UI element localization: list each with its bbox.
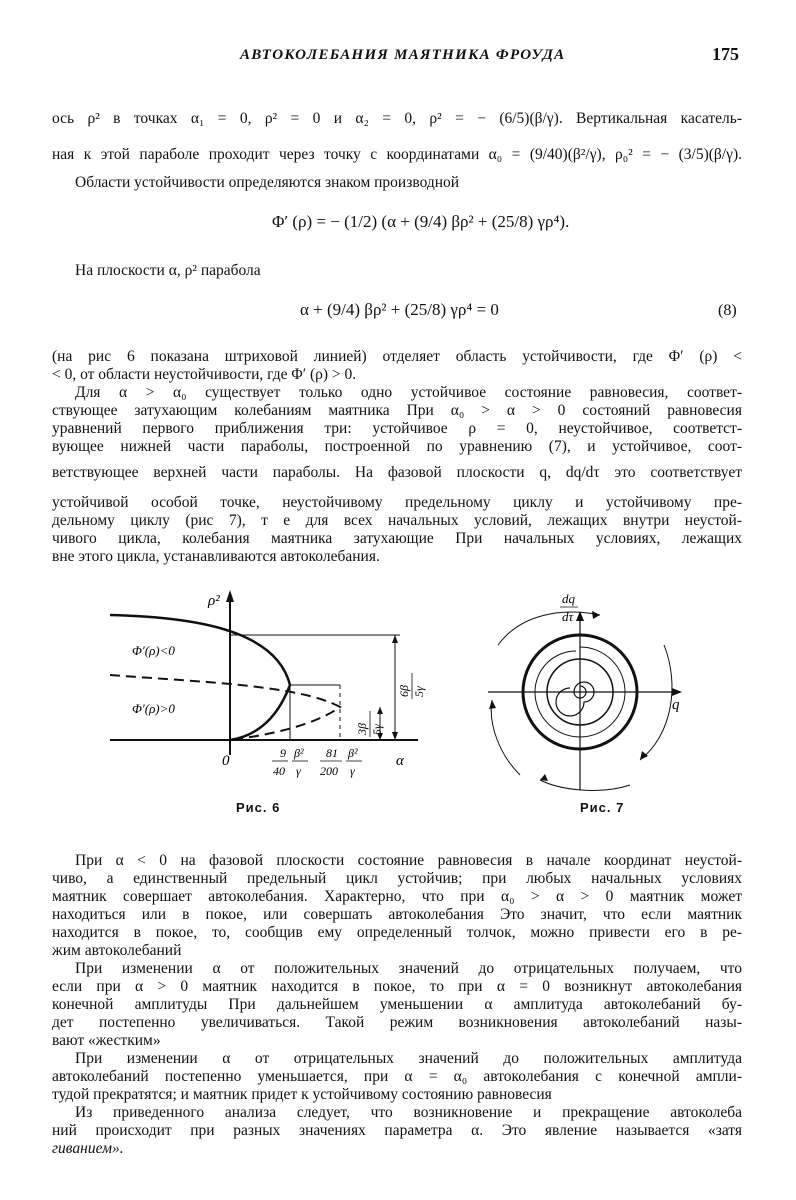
text-line: дельному циклу (рис 7), т е для всех начальных условий, лежащих внутри неустой- bbox=[52, 512, 742, 529]
text-line: если при α > 0 маятник находится в покое, то при α = 0 возникнут автоколебания bbox=[52, 978, 742, 995]
page-number: 175 bbox=[712, 44, 739, 64]
fig6-region-stable-label: Φ′(ρ)>0 bbox=[132, 701, 175, 716]
equation-number: (8) bbox=[718, 302, 737, 319]
text-line: вне этого цикла, устанавливаются автоколебания. bbox=[52, 548, 380, 565]
text-line: ветствующее верхней части параболы. На фазовой плоскости q, dq/dτ это соответствует bbox=[52, 464, 742, 481]
fig7-x-axis-label: q bbox=[672, 697, 680, 713]
text-line: (на рис 6 показана штриховой линией) отделяет область устойчивости, где Φ′ (ρ) < bbox=[52, 348, 742, 365]
figure-6 bbox=[100, 585, 430, 785]
text-line: устойчивой особой точке, неустойчивому предельному циклу и устойчивому пре- bbox=[52, 494, 742, 511]
fig6-y-axis-label: ρ² bbox=[208, 593, 220, 609]
fig7-inner-spiral bbox=[556, 682, 594, 716]
fig6-tick1-den: 40 bbox=[273, 764, 285, 778]
fig6-tick1-frac-den: γ bbox=[296, 764, 301, 778]
text-line: Из приведенного анализа следует, что возникновение и прекращение автоколеба bbox=[75, 1104, 742, 1121]
fig6-tick1-num: 9 bbox=[280, 746, 286, 760]
fig6-dim-upper-den: 5γ bbox=[412, 686, 426, 697]
figure-7 bbox=[480, 585, 690, 795]
fig6-tick1-frac-num: β² bbox=[294, 746, 304, 760]
text-line: тудой прекратятся; и маятник придет к устойчивому состоянию равновесия bbox=[52, 1086, 552, 1103]
fig7-y-axis-den: dτ bbox=[562, 609, 574, 624]
text-line: чиво, а единственный предельный цикл устойчив; при любых начальных условиях bbox=[52, 870, 742, 887]
text-line: На плоскости α, ρ² парабола bbox=[75, 262, 261, 279]
fig6-tick2-frac-den: γ bbox=[350, 764, 355, 778]
text-line: При изменении α от отрицательных значений до положительных амплитуда bbox=[75, 1050, 742, 1067]
text-line: чивого цикла, колебания маятника затухающие При начальных условиях, лежащих bbox=[52, 530, 742, 547]
text-line: Для α > α₀ существует только одно устойчивое состояние равновесия, соответ- bbox=[75, 384, 742, 401]
fig7-caption: Рис. 7 bbox=[580, 800, 625, 815]
fig6-caption: Рис. 6 bbox=[236, 800, 281, 815]
fig6-tick2-den: 200 bbox=[320, 764, 338, 778]
fig6-dim-lower-num: 3β bbox=[355, 723, 369, 735]
text-line: ная к этой параболе проходит через точку с координатами α₀ = (9/40)(β²/γ), ρ₀² = − (3/5)(β/γ). bbox=[52, 146, 742, 163]
text-line: маятник совершает автоколебания. Характерно, что при α₀ > α > 0 маятник может bbox=[52, 888, 742, 905]
equation-derivative: Φ′ (ρ) = − (1/2) (α + (9/4) βρ² + (25/8) γρ⁴). bbox=[272, 212, 570, 231]
equation-8: α + (9/4) βρ² + (25/8) γρ⁴ = 0 bbox=[300, 300, 499, 319]
text-line: конечной амплитуды При дальнейшем уменьшении α амплитуда автоколебаний бу- bbox=[52, 996, 742, 1013]
running-header-title: АВТОКОЛЕБАНИЯ МАЯТНИКА ФРОУДА bbox=[240, 47, 566, 63]
fig6-origin-label: 0 bbox=[222, 753, 230, 769]
fig7-y-axis-num: dq bbox=[562, 591, 575, 606]
fig6-solid-parabola bbox=[110, 615, 290, 740]
text-line: находиться или в покое, или совершать автоколебания Это значит, что если маятник bbox=[52, 906, 742, 923]
text-line: гиванием». bbox=[52, 1140, 124, 1157]
text-line: При изменении α от положительных значений до отрицательных получаем, что bbox=[75, 960, 742, 977]
fig6-x-axis-label: α bbox=[396, 753, 404, 769]
text-line: ось ρ² в точках α₁ = 0, ρ² = 0 и α₂ = 0, ρ² = − (6/5)(β/γ). Вертикальная касатель- bbox=[52, 110, 742, 127]
text-line: дет постепенно увеличиваться. Такой режим возникновения автоколебаний назы- bbox=[52, 1014, 742, 1031]
text-line: ствующее затухающим колебаниям маятника При α₀ > α > 0 состояний равновесия bbox=[52, 402, 742, 419]
text-line: вают «жестким» bbox=[52, 1032, 161, 1049]
fig6-dim-upper-num: 6β bbox=[397, 685, 411, 697]
text-line: уравнений первого приближения три: устойчивое ρ = 0, неустойчивое, соответст- bbox=[52, 420, 742, 437]
fig6-dim-lower-den: 5γ bbox=[370, 724, 384, 735]
fig6-region-unstable-label: Φ′(ρ)<0 bbox=[132, 643, 175, 658]
fig6-tick2-frac-num: β² bbox=[348, 746, 358, 760]
text-line: автоколебаний постепенно уменьшается, при α = α₀ автоколебания с конечной ампли- bbox=[52, 1068, 742, 1085]
fig6-tick2-num: 81 bbox=[326, 746, 338, 760]
text-line: < 0, от области неустойчивости, где Φ′ (ρ) > 0. bbox=[52, 366, 357, 383]
text-line: При α < 0 на фазовой плоскости состояние равновесия в начале координат неустой- bbox=[75, 852, 742, 869]
text-line: ний происходит при разных значениях параметра α. Это явление называется «затя bbox=[52, 1122, 742, 1139]
text-line: Области устойчивости определяются знаком производной bbox=[75, 174, 460, 191]
text-line: находится в покое, то, сообщив ему определенный толчок, можно привести его в ре- bbox=[52, 924, 742, 941]
text-line: вующее нижней части параболы, построенной по уравнению (7), и устойчивое, соот- bbox=[52, 438, 742, 455]
text-line: жим автоколебаний bbox=[52, 942, 182, 959]
